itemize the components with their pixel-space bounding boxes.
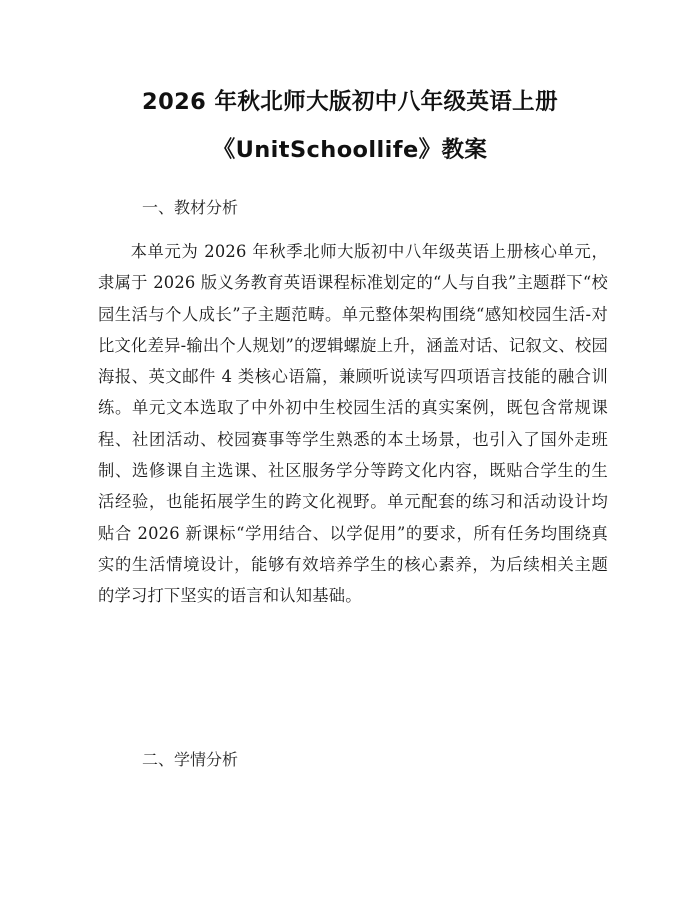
section-heading-learner-analysis: 二、学情分析 xyxy=(142,750,239,769)
document-title-line-2: 《UnitSchoollife》教案 xyxy=(212,137,488,163)
section-paragraph-teaching-material-analysis: 本单元为 2026 年秋季北师大版初中八年级英语上册核心单元，隶属于 2026 版义务教育英语课程标准划定的“人与自我”主题群下“校园生活与个人成长”子主题范畴。单元整体架构围绕“感知校园生活-对比文化差异-输出个人规划”的逻辑螺旋上升，涵盖对话、记叙文、校园海报、英文邮件 4 类核心语篇，兼顾听说读写四项语言技能的融合训练。单元文本选取了中外初中生校园生活的真实案例，既包含常规课程、社团活动、校园赛事等学生熟悉的本土场景，也引入了国外走班制、选修课自主选课、社区服务学分等跨文化内容，既贴合学生的生活经验，也能拓展学生的跨文化视野。单元配套的练习和活动设计均贴合 2026 新课标“学用结合、以学促用”的要求，所有任务均围绕真实的生活情境设计，能够有效培养学生的核心素养，为后续相关主题的学习打下坚实的语言和认知基础。 xyxy=(98,242,608,606)
section-heading-teaching-material-analysis: 一、教材分析 xyxy=(142,198,239,217)
document-title-line-1: 2026 年秋北师大版初中八年级英语上册 xyxy=(142,89,558,115)
